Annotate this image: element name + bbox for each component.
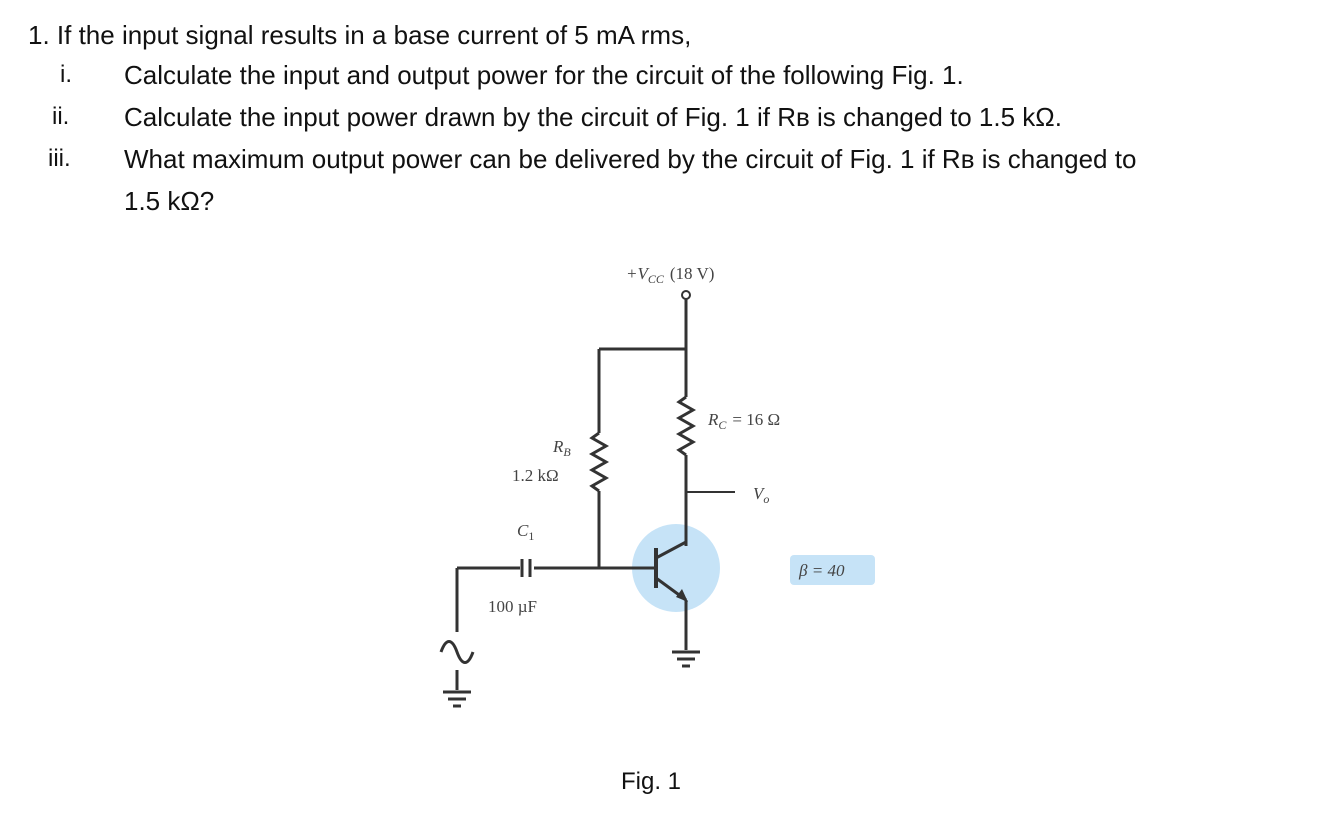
vcc-value: (18 V) <box>669 264 715 283</box>
vcc-label: +V <box>626 264 648 283</box>
vo-label: V <box>753 484 764 503</box>
item-text-i: Calculate the input and output power for the circuit of the following Fig. 1. <box>124 60 964 90</box>
vcc-terminal <box>682 291 690 299</box>
ground-icon-source <box>443 692 471 706</box>
item-marker-i: i. <box>60 61 72 88</box>
c1-label: C <box>517 521 529 540</box>
rc-value: = 16 Ω <box>732 410 781 429</box>
svg-text:C1 <box>517 521 534 543</box>
c1-sub: 1 <box>528 529 535 543</box>
vo-sub: o <box>763 492 770 506</box>
item-marker-ii: ii. <box>52 103 70 130</box>
ac-source-icon <box>441 642 473 663</box>
vcc-sub: CC <box>647 272 664 286</box>
rb-resistor <box>592 433 606 491</box>
item-text-ii: Calculate the input power drawn by the circuit of Fig. 1 if Rʙ is changed to 1.5 kΩ. <box>124 102 1062 132</box>
rc-sub: C <box>718 418 727 432</box>
item-marker-iii: iii. <box>48 145 71 172</box>
item-text-iii-continuation: 1.5 kΩ? <box>124 186 215 216</box>
item-text-iii: What maximum output power can be delivered by the circuit of Fig. 1 if Rʙ is changed to <box>124 144 1137 174</box>
rb-sub: B <box>563 445 571 459</box>
rc-resistor <box>679 397 693 455</box>
svg-text:RB <box>552 437 571 459</box>
rc-label: R <box>708 410 719 429</box>
svg-text:RC= 16 Ω <box>707 410 780 432</box>
c1-value: 100 µF <box>488 597 537 616</box>
svg-text:Vo <box>753 484 769 506</box>
ground-icon-emitter <box>672 652 700 666</box>
beta-label: β = 40 <box>799 561 845 580</box>
figure-caption: Fig. 1 <box>621 768 682 795</box>
rb-label: R <box>553 437 564 456</box>
rb-value: 1.2 kΩ <box>512 466 559 485</box>
svg-text:+VCC(18 V) <box>626 264 714 286</box>
question-intro: 1. If the input signal results in a base current of 5 mA rms, <box>28 20 692 50</box>
